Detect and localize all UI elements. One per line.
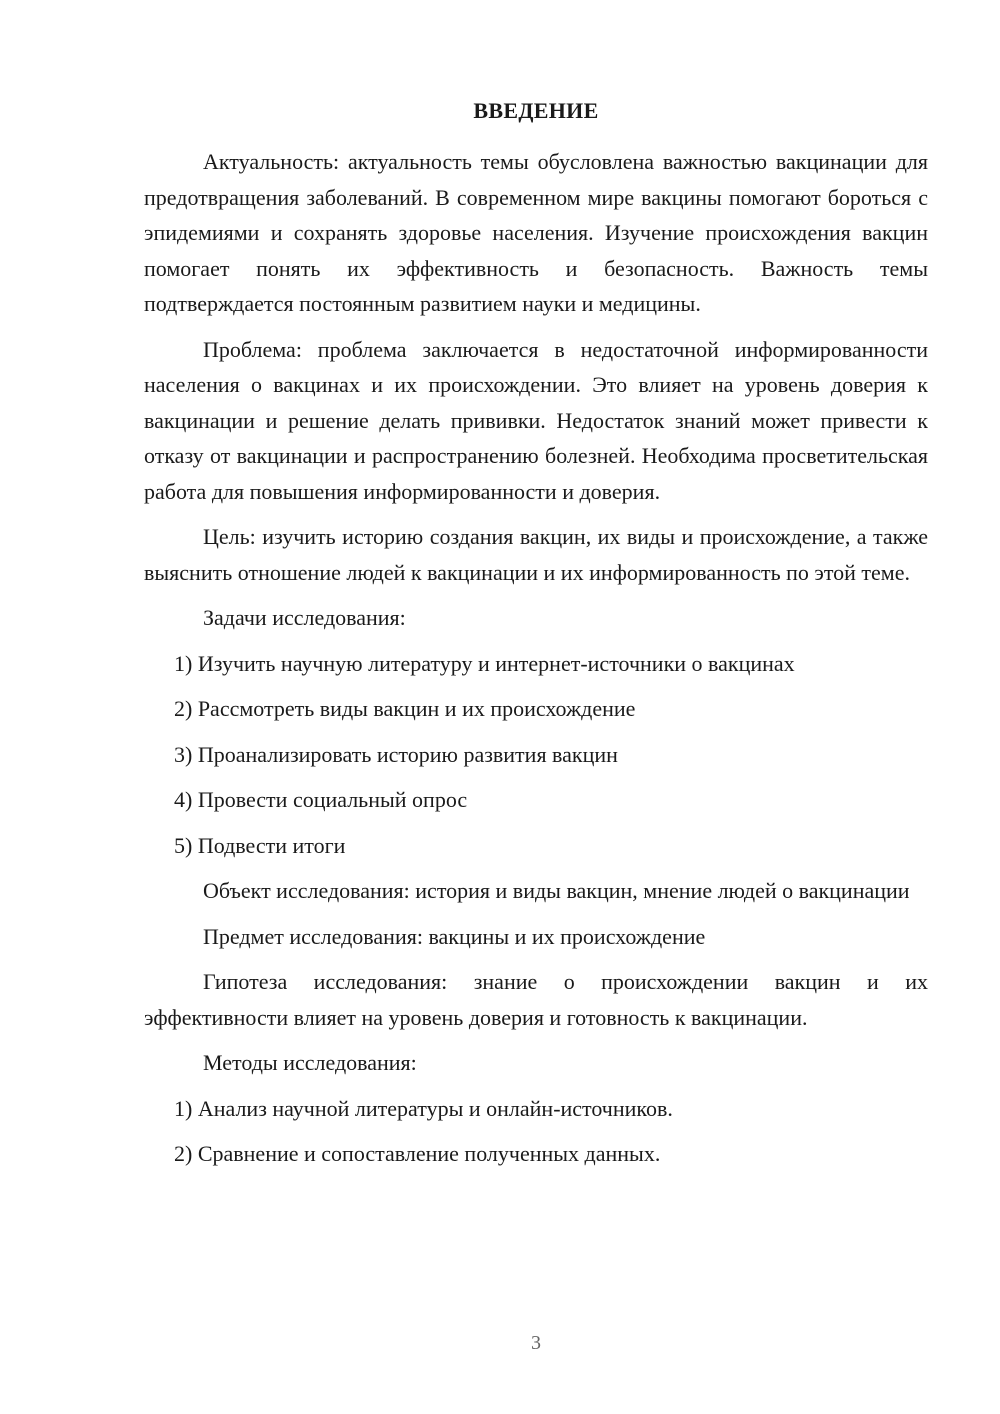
hypothesis-paragraph: Гипотеза исследования: знание о происхождении вакцин и их эффективности влияет на уровень доверия и готовность к вакцинации. (144, 969, 928, 1030)
page-title: ВВЕДЕНИЕ (473, 98, 599, 123)
subject-paragraph: Предмет исследования: вакцины и их происхождение (203, 923, 706, 949)
tasks-heading: Задачи исследования: (203, 605, 406, 630)
document-body (144, 144, 928, 1182)
methods-list (144, 1091, 928, 1172)
methods-heading: Методы исследования: (203, 1050, 417, 1075)
list-item: 1) Изучить научную литературу и интернет-источники о вакцинах (174, 650, 795, 676)
goal-paragraph: Цель: изучить историю создания вакцин, их виды и происхождение, а также выяснить отношение людей к вакцинации и их информированность по этой теме. (144, 524, 928, 585)
list-item: 3) Проанализировать историю развития вакцин (174, 741, 618, 767)
tasks-list (144, 646, 928, 864)
list-item: 1) Анализ научной литературы и онлайн-источников. (174, 1095, 673, 1121)
list-item: 4) Провести социальный опрос (174, 787, 468, 812)
problem-paragraph: Проблема: проблема заключается в недостаточной информированности населения о вакцинах и их происхождении. Это влияет на уровень доверия к вакцинации и решение делать прививки. Недостаток знаний может привести к отказу от вакцинации и распространению болезней. Необходима просветительская работа для повышения информированности и доверия. (144, 336, 928, 504)
list-item: 2) Рассмотреть виды вакцин и их происхождение (174, 696, 636, 721)
list-item: 2) Сравнение и сопоставление полученных данных. (174, 1141, 661, 1166)
list-item: 5) Подвести итоги (174, 832, 346, 858)
relevance-paragraph: Актуальность: актуальность темы обусловлена важностью вакцинации для предотвращения заболеваний. В современном мире вакцины помогают бороться с эпидемиями и сохранять здоровье населения. Изучение происхождения вакцин помогает понять их эффективность и безопасность. Важность темы подтверждается постоянным развитием науки и медицины. (144, 149, 928, 316)
page-number: 3 (531, 1332, 541, 1354)
object-paragraph: Объект исследования: история и виды вакцин, мнение людей о вакцинации (203, 878, 910, 903)
